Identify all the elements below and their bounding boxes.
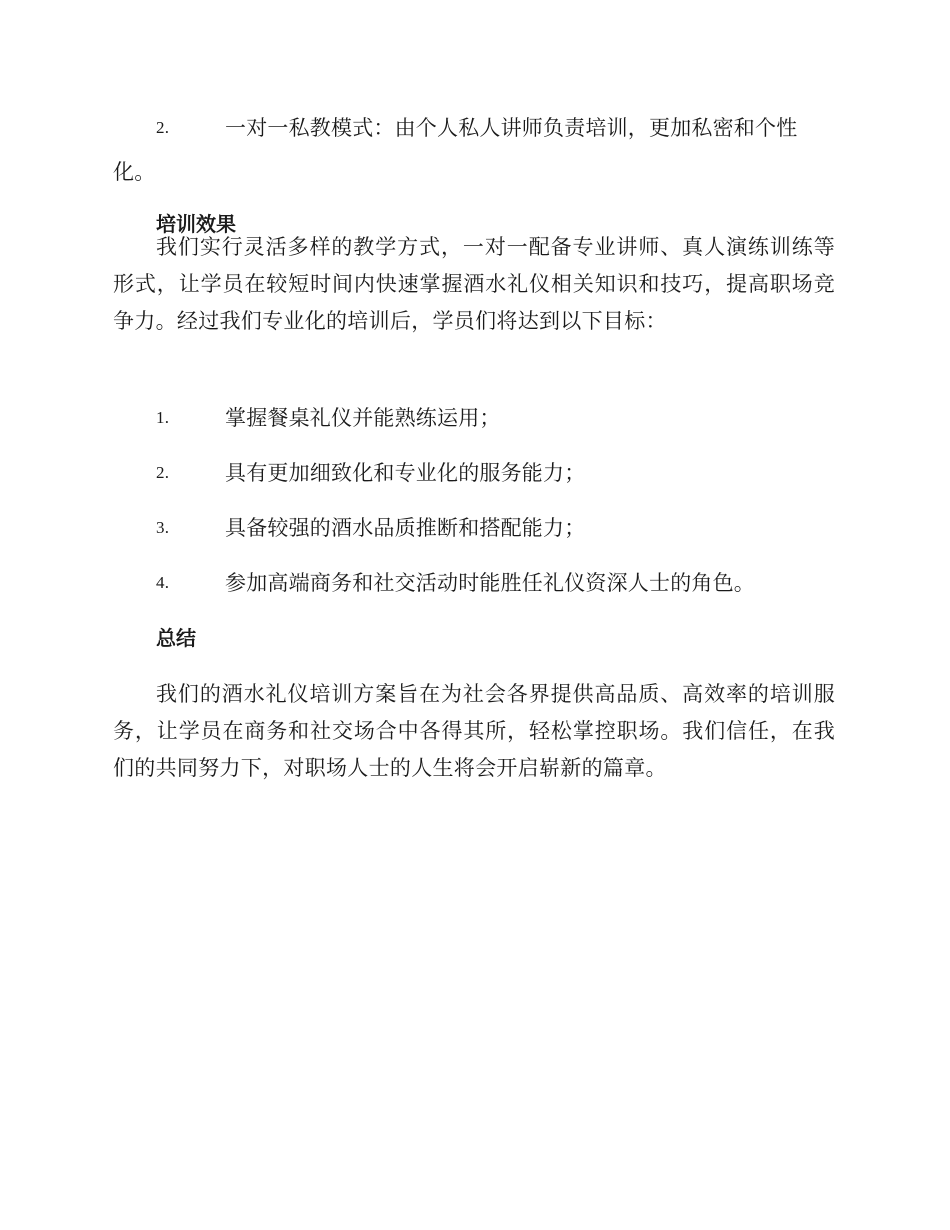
- list-number: 1.: [156, 408, 170, 427]
- list-item: [113, 506, 833, 550]
- list-number: 2.: [156, 463, 170, 482]
- list-number: 2.: [156, 118, 170, 137]
- paragraph-summary: 我们的酒水礼仪培训方案旨在为社会各界提供高品质、高效率的培训服务，让学员在商务和社交场合中各得其所，轻松掌控职场。我们信任，在我们的共同努力下，对职场人士的人生将会开启崭新的篇章。: [113, 682, 835, 780]
- list-text: 参加高端商务和社交活动时能胜任礼仪资深人士的角色。: [225, 571, 755, 595]
- list-number: 3.: [156, 518, 170, 537]
- list-item: [113, 106, 833, 194]
- section-heading-summary: 总结: [156, 626, 196, 650]
- list-number: 4.: [156, 573, 170, 592]
- list-text: 掌握餐桌礼仪并能熟练运用；: [225, 406, 501, 430]
- list-item: [113, 561, 833, 605]
- list-text: 具备较强的酒水品质推断和搭配能力；: [225, 516, 586, 540]
- list-text: 一对一私教模式：由个人私人讲师负责培训，更加私密和个性化。: [113, 116, 798, 184]
- list-text: 具有更加细致化和专业化的服务能力；: [225, 461, 586, 485]
- section-heading-effect: 培训效果: [156, 212, 236, 236]
- paragraph-effect: 我们实行灵活多样的教学方式，一对一配备专业讲师、真人演练训练等形式，让学员在较短时间内快速掌握酒水礼仪相关知识和技巧，提高职场竞争力。经过我们专业化的培训后，学员们将达到以下目标：: [113, 235, 835, 333]
- list-item: [113, 451, 833, 495]
- list-item: [113, 396, 833, 440]
